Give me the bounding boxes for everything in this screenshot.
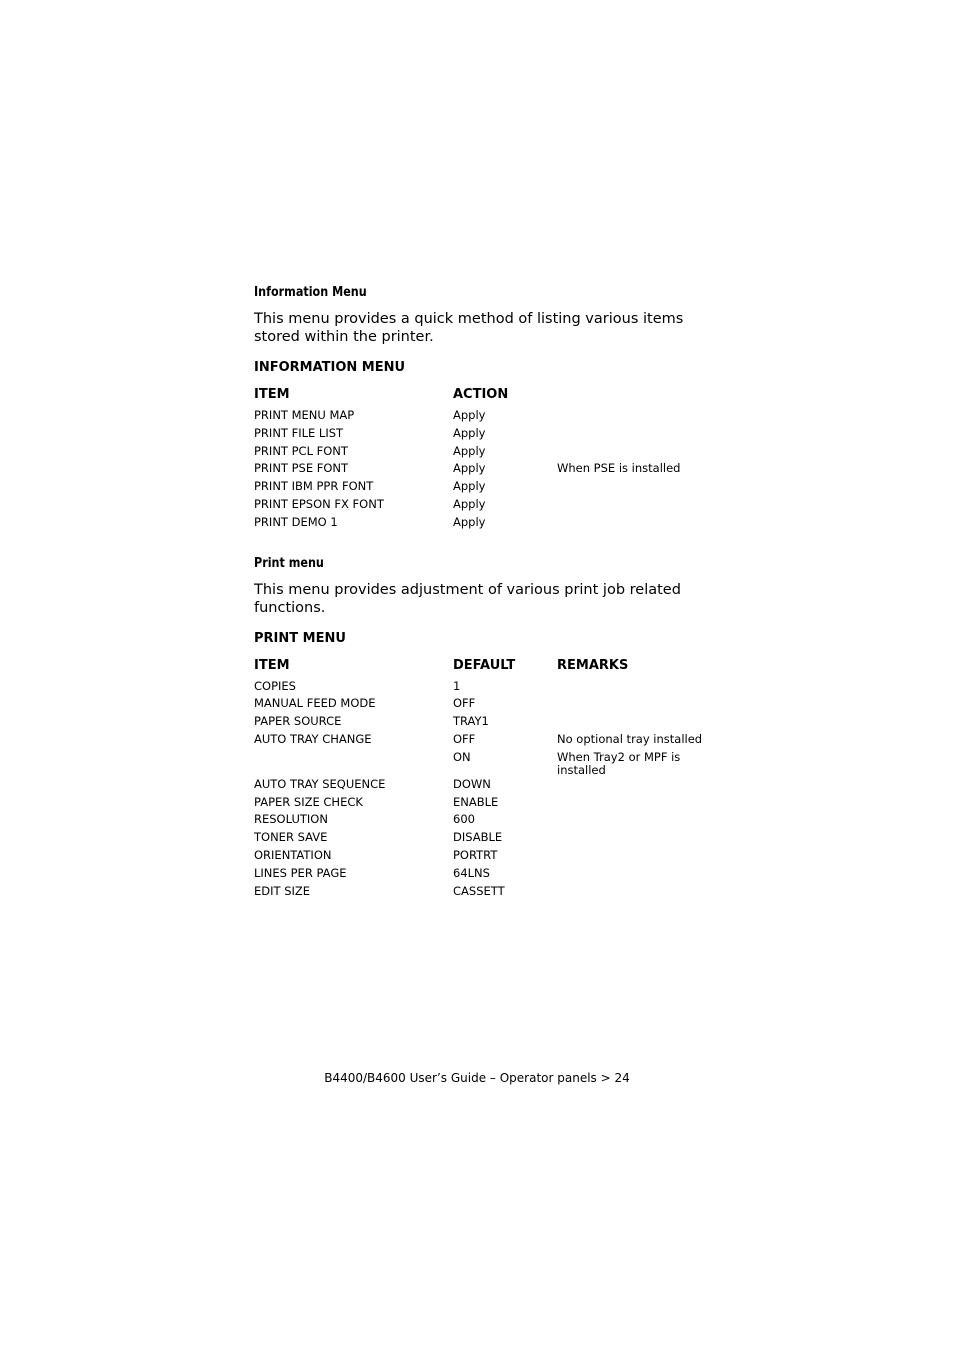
remarks-cell	[557, 831, 724, 849]
remarks-cell	[557, 409, 724, 427]
item-cell: PRINT MENU MAP	[254, 408, 355, 422]
default-cell: ON	[453, 749, 471, 764]
remarks-cell	[557, 427, 724, 445]
table-row	[254, 680, 724, 698]
table-row	[254, 831, 724, 849]
action-cell: Apply	[453, 496, 486, 511]
remarks-cell	[557, 498, 724, 516]
information-menu-table-title: INFORMATION MENU	[254, 360, 406, 375]
remarks-cell: No optional tray installed	[557, 731, 703, 746]
table-row	[254, 796, 724, 814]
item-cell: PRINT IBM PPR FONT	[254, 479, 374, 494]
default-cell: ENABLE	[453, 794, 499, 809]
table-row	[254, 849, 724, 867]
remarks-cell	[557, 445, 724, 463]
item-cell: TONER SAVE	[254, 830, 328, 845]
table-row	[254, 462, 724, 480]
table-header-row	[254, 658, 724, 680]
table-row	[254, 498, 724, 516]
item-cell: PRINT DEMO 1	[254, 514, 338, 529]
remarks-cell	[557, 867, 724, 885]
remarks-cell	[557, 885, 724, 903]
item-cell: COPIES	[254, 678, 296, 693]
default-cell: DOWN	[453, 776, 491, 791]
remarks-cell	[557, 796, 724, 814]
print-menu-heading: Print menu	[254, 555, 324, 571]
default-cell: PORTRT	[453, 847, 498, 862]
remarks-cell	[557, 680, 724, 698]
print-menu-table	[254, 658, 724, 903]
table-row	[254, 697, 724, 715]
action-cell: Apply	[453, 479, 486, 494]
default-cell: DISABLE	[453, 830, 503, 845]
information-menu-table	[254, 387, 724, 534]
column-header-action: ACTION	[453, 387, 509, 402]
table-row	[254, 733, 724, 751]
default-cell: OFF	[453, 696, 476, 711]
table-row	[254, 480, 724, 498]
column-header-default: DEFAULT	[453, 657, 516, 673]
page-footer: B4400/B4600 User’s Guide – Operator panels > 24	[324, 1071, 630, 1085]
item-cell: PAPER SIZE CHECK	[254, 794, 363, 809]
remarks-cell	[557, 715, 724, 733]
remarks-cell	[557, 813, 724, 831]
column-header-remarks: REMARKS	[557, 657, 629, 673]
table-row	[254, 778, 724, 796]
action-cell: Apply	[453, 514, 486, 529]
remarks-cell: When Tray2 or MPF is installed	[557, 749, 681, 778]
item-cell: AUTO TRAY CHANGE	[254, 731, 372, 746]
item-cell: PRINT PSE FONT	[254, 461, 349, 476]
table-row	[254, 885, 724, 903]
action-cell: Apply	[453, 461, 486, 476]
action-cell: Apply	[453, 408, 486, 422]
information-menu-heading: Information Menu	[254, 285, 367, 300]
column-header-notes	[557, 387, 724, 409]
default-cell: CASSETT	[453, 883, 505, 898]
table-row	[254, 427, 724, 445]
default-cell: OFF	[453, 731, 476, 746]
table-row	[254, 445, 724, 463]
item-cell: PRINT EPSON FX FONT	[254, 496, 384, 511]
remarks-cell	[557, 778, 724, 796]
table-row	[254, 751, 724, 778]
item-cell: EDIT SIZE	[254, 883, 311, 898]
default-cell: 1	[453, 678, 461, 693]
remarks-cell	[557, 697, 724, 715]
table-row	[254, 409, 724, 427]
column-header-item: ITEM	[254, 387, 290, 402]
item-cell: PAPER SOURCE	[254, 714, 342, 729]
action-cell: Apply	[453, 443, 486, 458]
table-row	[254, 715, 724, 733]
print-menu-intro: This menu provides adjustment of various print job related functions.	[254, 581, 681, 616]
table-row	[254, 813, 724, 831]
default-cell: TRAY1	[453, 714, 489, 729]
print-menu-table-title: PRINT MENU	[254, 630, 346, 646]
remarks-cell	[557, 849, 724, 867]
item-cell	[254, 751, 453, 778]
action-cell: Apply	[453, 425, 486, 440]
item-cell: ORIENTATION	[254, 847, 332, 862]
table-row	[254, 516, 724, 534]
default-cell: 64LNS	[453, 865, 490, 880]
item-cell: MANUAL FEED MODE	[254, 696, 376, 711]
default-cell: 600	[453, 812, 475, 827]
page-content	[254, 284, 734, 902]
remarks-cell	[557, 480, 724, 498]
item-cell: AUTO TRAY SEQUENCE	[254, 776, 386, 791]
information-menu-intro: This menu provides a quick method of listing various items stored within the printer.	[254, 311, 684, 345]
column-header-item: ITEM	[254, 657, 290, 673]
item-cell: RESOLUTION	[254, 812, 328, 827]
remarks-cell	[557, 516, 724, 534]
item-cell: PRINT FILE LIST	[254, 425, 344, 440]
item-cell: PRINT PCL FONT	[254, 443, 348, 458]
table-header-row	[254, 387, 724, 409]
remarks-cell: When PSE is installed	[557, 461, 681, 476]
table-row	[254, 867, 724, 885]
item-cell: LINES PER PAGE	[254, 865, 347, 880]
